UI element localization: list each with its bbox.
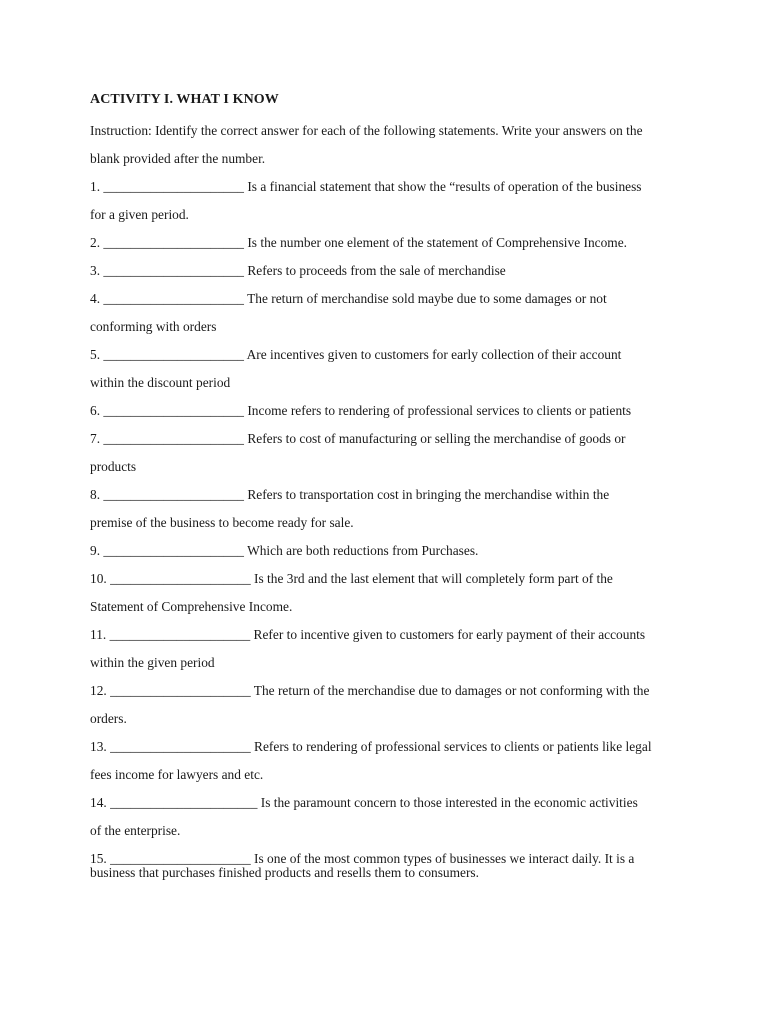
question-5-line-2: within the discount period	[90, 375, 231, 390]
question-12-line-1: 12. _____________________ The return of the merchandise due to damages or not conforming with the	[90, 683, 650, 698]
question-8-line-2: premise of the business to become ready for sale.	[90, 515, 354, 530]
question-2-line-1: 2. _____________________ Is the number one element of the statement of Comprehensive Income.	[90, 235, 627, 250]
question-9-line-1: 9. _____________________ Which are both reductions from Purchases.	[90, 543, 479, 558]
question-7-line-2: products	[90, 459, 137, 474]
question-10-line-1: 10. _____________________ Is the 3rd and the last element that will completely form part of the	[90, 571, 613, 586]
question-10-line-2: Statement of Comprehensive Income.	[90, 599, 293, 614]
question-5-line-1: 5. _____________________ Are incentives given to customers for early collection of their account	[90, 347, 622, 362]
question-7-line-1: 7. _____________________ Refers to cost of manufacturing or selling the merchandise of goods or	[90, 431, 626, 446]
question-1-line-1: 1. _____________________ Is a financial statement that show the “results of operation of the business	[90, 179, 642, 194]
question-15-line-1: 15. _____________________ Is one of the most common types of businesses we interact daily. It is a	[90, 851, 635, 866]
question-12-line-2: orders.	[90, 711, 127, 726]
question-3-line-1: 3. _____________________ Refers to proceeds from the sale of merchandise	[90, 263, 506, 278]
question-14-line-2: of the enterprise.	[90, 823, 181, 838]
instruction-line-1: Instruction: Identify the correct answer for each of the following statements. Write your answers on the	[90, 123, 643, 138]
question-6-line-1: 6. _____________________ Income refers to rendering of professional services to clients or patients	[90, 403, 632, 418]
instruction-line-2: blank provided after the number.	[90, 151, 266, 166]
activity-title: ACTIVITY I. WHAT I KNOW	[90, 92, 279, 107]
question-13-line-2: fees income for lawyers and etc.	[90, 767, 264, 782]
question-1-line-2: for a given period.	[90, 207, 189, 222]
question-14-line-1: 14. ______________________ Is the paramount concern to those interested in the economic activities	[90, 795, 638, 810]
worksheet-page	[90, 90, 680, 882]
question-13-line-1: 13. _____________________ Refers to rendering of professional services to clients or patients like legal	[90, 739, 652, 754]
question-11-line-2: within the given period	[90, 655, 215, 670]
question-8-line-1: 8. _____________________ Refers to transportation cost in bringing the merchandise within the	[90, 487, 610, 502]
question-15-line-2: business that purchases finished products and resells them to consumers.	[90, 865, 479, 880]
question-4-line-1: 4. _____________________ The return of merchandise sold maybe due to some damages or not	[90, 291, 607, 306]
question-11-line-1: 11. _____________________ Refer to incentive given to customers for early payment of their accounts	[90, 627, 646, 642]
question-4-line-2: conforming with orders	[90, 319, 217, 334]
